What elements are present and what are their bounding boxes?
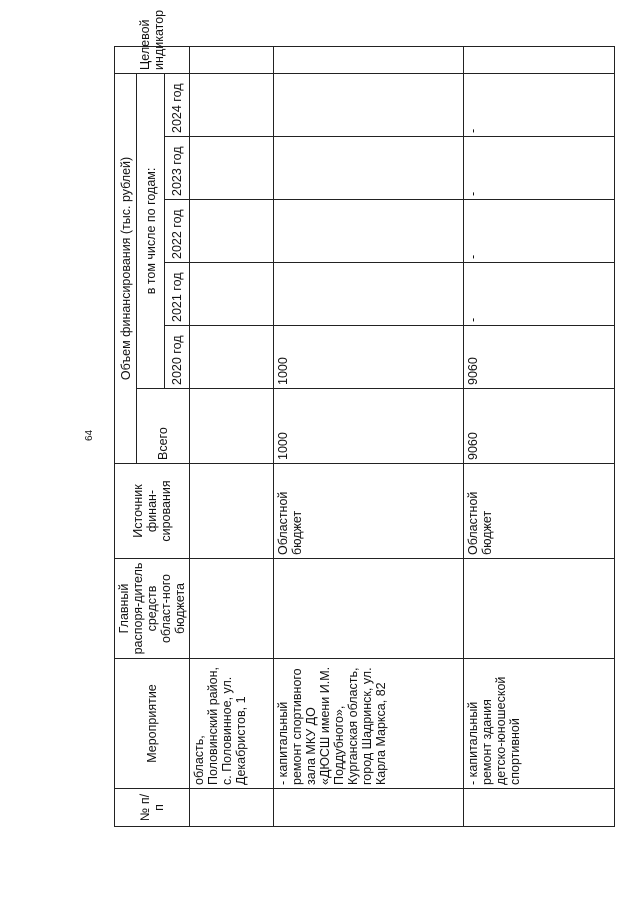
header-by-years: в том числе по годам: [137,73,165,388]
header-manager: Главный распоря-дитель средств област-ного бюджета [115,559,190,659]
table-row [274,46,464,826]
cell-2021 [190,263,274,326]
page-number: 64 [84,429,95,441]
cell-2024 [274,73,464,136]
cell-2021 [274,263,464,326]
table-row [464,46,615,826]
cell-total: 9060 [464,389,615,464]
cell-2022: - [464,200,615,263]
header-funding: Объем финансирования (тыс. рублей) [115,73,137,463]
cell-event: - капитальный ремонт здания детско-юношеской спортивной [464,659,615,789]
cell-source: Областной бюджет [274,464,464,559]
funding-table [114,9,615,827]
cell-manager [274,559,464,659]
header-num: № п/п [115,789,190,827]
header-year-2021: 2021 год [165,263,190,326]
cell-2023 [190,137,274,200]
header-year-2023: 2023 год [165,137,190,200]
cell-2023: - [464,137,615,200]
cell-total: 1000 [274,389,464,464]
cell-event: - капитальный ремонт спортивного зала МКУ ДО «ДЮСШ имени И.М. Поддубного», Курганская область, город Шадринск, ул. Карла Маркса, 82 [274,659,464,789]
header-event: Мероприятие [115,659,190,789]
rotated-table-wrapper [114,9,609,827]
header-year-2020: 2020 год [165,326,190,389]
cell-2022 [274,200,464,263]
cell-2020: 9060 [464,326,615,389]
cell-source [190,464,274,559]
cell-2024 [190,73,274,136]
cell-total [190,389,274,464]
cell-source: Областной бюджет [464,464,615,559]
cell-event: область, Половинский район, с. Половинное, ул. Декабристов, 1 [190,659,274,789]
table-row [190,46,274,826]
cell-2020: 1000 [274,326,464,389]
cell-2024: - [464,73,615,136]
cell-indicator [190,46,274,73]
cell-num [190,789,274,827]
cell-indicator [274,46,464,73]
cell-2022 [190,200,274,263]
cell-2021: - [464,263,615,326]
cell-indicator [464,46,615,73]
header-indicator: Целевой индикатор [115,46,190,73]
header-total: Всего [137,389,190,464]
cell-2023 [274,137,464,200]
cell-manager [464,559,615,659]
cell-num [274,789,464,827]
cell-2020 [190,326,274,389]
cell-num [464,789,615,827]
header-year-2024: 2024 год [165,73,190,136]
header-year-2022: 2022 год [165,200,190,263]
cell-manager [190,559,274,659]
header-source: Источник финан-сирования [115,464,190,559]
